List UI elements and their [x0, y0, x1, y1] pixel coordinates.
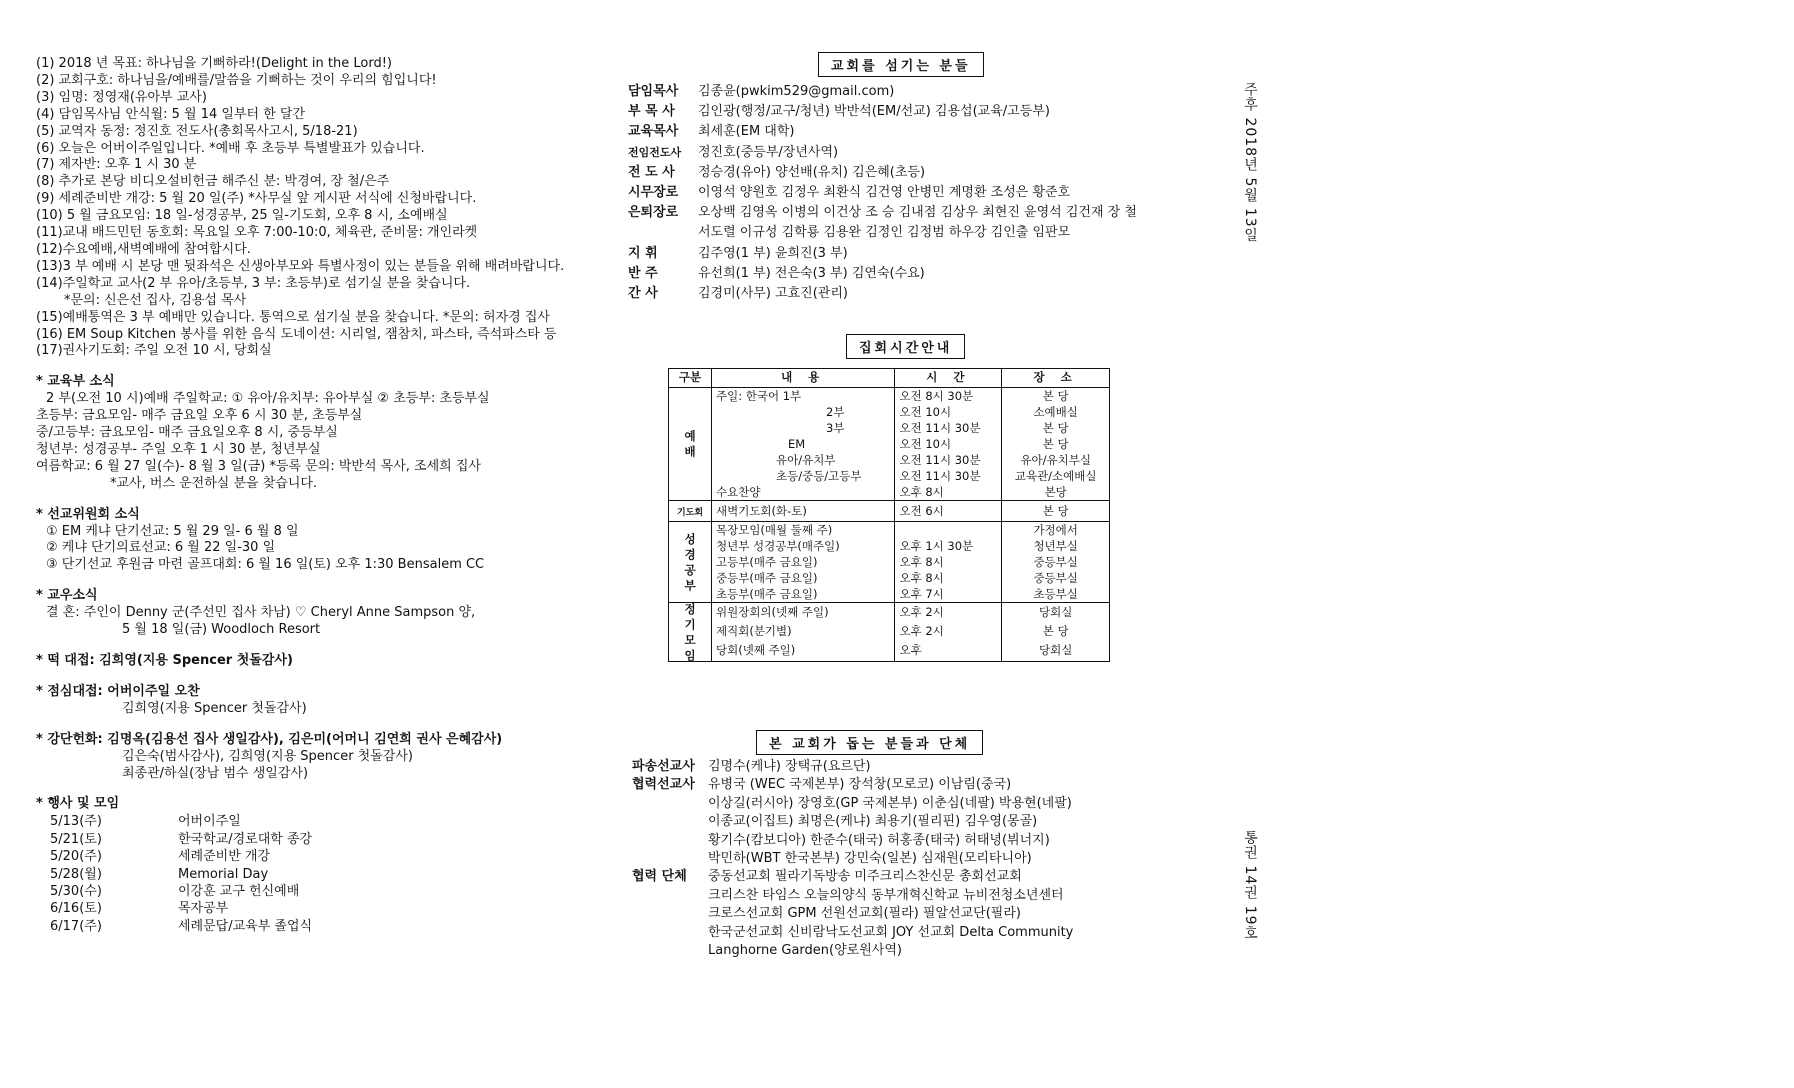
staff-list [628, 82, 1188, 304]
schedule-content: 수요찬양 [716, 485, 761, 499]
schedule-content: 청년부 성경공부(매주일) [716, 539, 840, 553]
announcement: (12)수요예배,새벽예배에 참여합시다. [36, 241, 251, 257]
missions-title: 본 교회가 돕는 분들과 단체 [756, 730, 983, 755]
missions-news-line: ② 케냐 단기의료선교: 6 월 22 일-30 일 [46, 540, 276, 556]
staff-role: 부 목 사 [628, 104, 675, 120]
missions-news-title: * 선교위원회 소식 [36, 506, 140, 522]
staff-names: 김주영(1 부) 윤희진(3 부) [698, 245, 848, 261]
schedule-content: 2부 [826, 405, 845, 419]
staff-role: 간 사 [628, 286, 658, 302]
bulletin-date: 주후 2018년 5월 13일 [1242, 82, 1258, 243]
announcement: (11)교내 배드민턴 동호회: 목요일 오후 7:00-10:0, 체육관, 준비물: 개인라켓 [36, 225, 478, 241]
table-row [669, 501, 1110, 522]
schedule-header: 내 용 [712, 369, 895, 388]
staff-names: 최세훈(EM 대학) [698, 124, 795, 140]
lunch-line: * 점심대접: 어버이주일 오찬 [36, 683, 200, 699]
announcement: (3) 임명: 정영재(유아부 교사) [36, 89, 207, 105]
table-row [669, 388, 1110, 501]
mission-names: 이상길(러시아) 장영호(GP 국제본부) 이춘심(네팔) 박용현(네팔) [708, 795, 1072, 811]
announcement: (15)예배통역은 3 부 예배만 있습니다. 통역으로 섬기실 분을 찾습니다. *문의: 허자경 집사 [36, 309, 550, 325]
events-title: * 행사 및 모임 [36, 796, 120, 812]
schedule-time: 오전 10시 [899, 437, 952, 451]
mission-role: 협력선교사 [632, 777, 695, 793]
members-line: 결 혼: 주인이 Denny 군(주선민 집사 차남) ♡ Cheryl Anne Sampson 양, [46, 605, 476, 621]
mission-role: 파송선교사 [632, 759, 695, 774]
event-date: 5/28(월) [50, 866, 102, 882]
table-row [669, 603, 1110, 662]
mission-role [632, 813, 708, 831]
mission-role [632, 832, 708, 850]
schedule-content: 제직회(분기별) [716, 624, 792, 638]
schedule-content: 3부 [826, 421, 845, 435]
mission-names: 김명수(케냐) 장택규(요르단) [708, 759, 871, 774]
staff-names: 김경미(사무) 고효진(관리) [698, 286, 848, 302]
staff-names: 김종윤(pwkim529@gmail.com) [698, 84, 895, 99]
members-line: 5 월 18 일(금) Woodloch Resort [122, 622, 321, 638]
schedule-title: 집회시간안내 [846, 334, 965, 359]
schedule-time: 오전 10시 [899, 405, 952, 419]
event-desc: Memorial Day [178, 866, 269, 882]
schedule-place: 중등부실 [1033, 555, 1078, 569]
announcement-contact: *문의: 신은선 집사, 김용섭 목사 [64, 292, 247, 308]
schedule-place: 교육관/소예배실 [1014, 469, 1097, 483]
education-line: 2 부(오전 10 시)예배 주일학교: ① 유아/유치부: 유아부실 ② 초등부: 초등부실 [46, 391, 490, 407]
announcement: (5) 교역자 동정: 정진호 전도사(총회목사고시, 5/18-21) [36, 123, 358, 139]
education-line: 중/고등부: 금요모임- 매주 금요일오후 8 시, 중등부실 [36, 425, 338, 441]
rice-cake-line: * 떡 대접: 김희영(지용 Spencer 첫돌감사) [36, 653, 293, 668]
schedule-place: 초등부실 [1033, 587, 1078, 601]
schedule-content: 유아/유치부 [776, 453, 836, 467]
bulletin-issue: 통권 14권 19호 [1242, 830, 1258, 941]
schedule-category: 기도회 [669, 501, 712, 522]
staff-role: 지 휘 [628, 245, 658, 261]
event-date: 5/30(수) [50, 883, 102, 899]
announcement: (13)3 부 예배 시 본당 맨 뒷좌석은 신생아부모와 특별사정이 있는 분들을 위해 배려바랍니다. [36, 258, 565, 274]
missionaries-list [632, 758, 1192, 960]
schedule-content: 목장모임(매월 둘째 주) [716, 523, 833, 537]
schedule-time: 오전 8시 30분 [899, 389, 974, 403]
staff-names: 김인광(행정/교구/청년) 박반석(EM/선교) 김용섭(교육/고등부) [698, 104, 1050, 120]
announcements-column [36, 56, 596, 935]
mission-names: 한국군선교회 신비람낙도선교회 JOY 선교회 Delta Community [708, 924, 1074, 940]
mission-names: 유병국 (WEC 국제본부) 장석창(모로코) 이남림(중국) [708, 777, 1012, 793]
mission-names: 크로스선교회 GPM 선원선교회(필라) 필알선교단(필라) [708, 906, 1021, 922]
staff-names: 서도렬 이규성 김학룡 김용완 김정인 김정범 하우강 김인출 임판모 [698, 225, 1071, 241]
missions-news-line: ③ 단기선교 후원금 마련 골프대회: 6 월 16 일(토) 오후 1:30 Bensalem CC [46, 557, 485, 573]
staff-names: 정승경(유아) 양선배(유치) 김은혜(초등) [698, 164, 926, 180]
mission-role [632, 887, 708, 905]
event-desc: 세례문답/교육부 졸업식 [178, 918, 313, 934]
announcement: (1) 2018 년 목표: 하나님을 기뻐하라!(Delight in the Lord!) [36, 56, 392, 71]
schedule-time: 오후 8시 [899, 485, 944, 499]
schedule-content: 당회(넷째 주일) [716, 643, 796, 657]
schedule-place: 본 당 [1042, 624, 1069, 638]
event-date: 5/21(토) [50, 831, 102, 847]
staff-role: 은퇴장로 [628, 205, 679, 221]
staff-role [628, 223, 698, 243]
schedule-header: 시 간 [895, 369, 1002, 388]
schedule-header: 구분 [669, 369, 712, 388]
schedule-time [899, 522, 997, 538]
announcement: (2) 교회구호: 하나님을/예배를/말씀을 기뻐하는 것이 우리의 힘입니다! [36, 72, 437, 88]
schedule-time: 오후 1시 30분 [899, 539, 974, 553]
education-line: 여름학교: 6 월 27 일(수)- 8 월 3 일(금) *등록 문의: 박반석 목사, 조세희 집사 [36, 458, 481, 474]
announcement: (17)권사기도회: 주일 오전 10 시, 당회실 [36, 343, 272, 359]
announcement: (10) 5 월 금요모임: 18 일-성경공부, 25 일-기도회, 오후 8 시, 소예배실 [36, 208, 448, 224]
mission-names: 박민하(WBT 한국본부) 강민숙(일본) 심재원(모리타니아) [708, 851, 1032, 867]
mission-role [632, 905, 708, 923]
mission-names: 중동선교회 필라기독방송 미주크리스찬신문 총회선교회 [708, 869, 1022, 885]
announcement: (7) 제자반: 오후 1 시 30 분 [36, 157, 197, 173]
staff-role: 시무장로 [628, 185, 679, 201]
schedule-category: 예 배 [669, 388, 712, 501]
schedule-category: 성 경 공 부 [669, 522, 712, 603]
announcement: (14)주일학교 교사(2 부 유아/초등부, 3 부: 초등부)로 섬기실 분을 찾습니다. [36, 275, 471, 291]
schedule-place: 본당 [1044, 485, 1067, 499]
schedule-time: 오후 7시 [899, 587, 944, 601]
schedule-time: 오전 11시 30분 [899, 453, 981, 467]
event-desc: 이강훈 교구 헌신예배 [178, 883, 300, 899]
flowers-line: 김은숙(범사감사), 김희영(지용 Spencer 첫돌감사) [122, 748, 413, 764]
staff-names: 유선희(1 부) 전은숙(3 부) 김연숙(수요) [698, 265, 925, 281]
staff-role: 담임목사 [628, 84, 679, 99]
staff-role: 교육목사 [628, 124, 679, 140]
schedule-place: 본 당 [1042, 437, 1069, 451]
schedule-place: 당회실 [1039, 605, 1073, 619]
flowers-line: 최종관/하실(장남 범수 생일감사) [122, 765, 309, 781]
event-date: 6/16(토) [50, 901, 102, 917]
mission-names: 황기수(캄보디아) 한준수(태국) 허홍종(태국) 허태녕(뷔너지) [708, 832, 1050, 848]
schedule-time: 오전 11시 30분 [899, 469, 981, 483]
announcement: (16) EM Soup Kitchen 봉사를 위한 음식 도네이션: 시리얼, 잼참치, 파스타, 즉석파스타 등 [36, 326, 557, 342]
table-row [669, 522, 1110, 603]
mission-role [632, 924, 708, 942]
event-date: 6/17(주) [50, 918, 102, 934]
schedule-content: 고등부(매주 금요일) [716, 555, 818, 569]
staff-role: 반 주 [628, 265, 658, 281]
education-line: 초등부: 금요모임- 매주 금요일 오후 6 시 30 분, 초등부실 [36, 408, 363, 424]
schedule-content: EM [788, 437, 806, 451]
event-desc: 한국학교/경로대학 종강 [178, 831, 313, 847]
schedule-place: 본 당 [1042, 389, 1069, 403]
missions-news-line: ① EM 케냐 단기선교: 5 월 29 일- 6 월 8 일 [46, 523, 299, 539]
education-line: 청년부: 성경공부- 주일 오후 1 시 30 분, 청년부실 [36, 441, 321, 457]
schedule-time: 오후 2시 [899, 624, 944, 638]
education-note: *교사, 버스 운전하실 분을 찾습니다. [110, 475, 318, 491]
schedule-content: 위원장회의(넷째 주일) [716, 605, 829, 619]
mission-names: 이종교(이집트) 최명은(케냐) 최용기(필리핀) 김우영(몽골) [708, 814, 1038, 830]
event-desc: 세례준비반 개강 [178, 849, 271, 865]
schedule-time: 오전 6시 [899, 504, 944, 518]
schedule-content: 새벽기도회(화-토) [716, 504, 807, 518]
event-date: 5/13(주) [50, 814, 102, 830]
staff-role: 전 도 사 [628, 164, 675, 180]
schedule-content: 중등부(매주 금요일) [716, 571, 818, 585]
schedule-place: 청년부실 [1033, 539, 1078, 553]
schedule-table [668, 368, 1110, 662]
schedule-place: 소예배실 [1033, 405, 1078, 419]
flowers-line: * 강단헌화: 김명옥(김용선 집사 생일감사), 김은미(어머니 김연희 권사 은혜감사) [36, 731, 503, 747]
event-desc: 어버이주일 [178, 814, 241, 830]
mission-role: 협력 단체 [632, 869, 687, 885]
staff-names: 오상백 김영옥 이병의 이건상 조 승 김내점 김상우 최현진 윤영석 김건재 장 철 [698, 205, 1137, 221]
education-title: * 교육부 소식 [36, 374, 115, 390]
schedule-time: 오후 8시 [899, 555, 944, 569]
staff-title: 교회를 섬기는 분들 [818, 52, 984, 77]
schedule-time: 오후 8시 [899, 571, 944, 585]
schedule-time: 오후 [899, 643, 922, 657]
schedule-place: 유아/유치부실 [1020, 453, 1091, 467]
event-desc: 목자공부 [178, 901, 229, 917]
announcement: (4) 담임목사님 안식월: 5 월 14 일부터 한 달간 [36, 106, 306, 122]
mission-role [632, 942, 708, 960]
members-title: * 교우소식 [36, 588, 98, 604]
schedule-place: 본 당 [1042, 421, 1069, 435]
schedule-header: 장 소 [1002, 369, 1110, 388]
schedule-content: 주일: 한국어 1부 [716, 389, 802, 403]
events-list [36, 813, 596, 935]
lunch-line: 김희영(지용 Spencer 첫돌감사) [122, 700, 307, 716]
announcement: (9) 세례준비반 개강: 5 월 20 일(주) *사무실 앞 게시판 서식에 신청바랍니다. [36, 191, 477, 207]
staff-names: 정진호(중등부/장년사역) [698, 144, 839, 160]
announcement: (8) 추가로 본당 비디오설비헌금 해주신 분: 박경여, 장 철/은주 [36, 174, 390, 190]
event-date: 5/20(주) [50, 849, 102, 865]
schedule-place: 당회실 [1039, 643, 1073, 657]
announcement: (6) 오늘은 어버이주일입니다. *예배 후 초등부 특별발표가 있습니다. [36, 140, 425, 156]
schedule-content: 초등부(매주 금요일) [716, 587, 818, 601]
schedule-time: 오전 11시 30분 [899, 421, 981, 435]
mission-names: 크리스찬 타임스 오늘의양식 동부개혁신학교 뉴비전청소년센터 [708, 887, 1064, 903]
schedule-place: 가정에서 [1033, 523, 1078, 537]
mission-role [632, 850, 708, 868]
mission-names: Langhorne Garden(양로원사역) [708, 943, 902, 959]
mission-role [632, 795, 708, 813]
schedule-content: 초등/중등/고등부 [776, 469, 862, 483]
schedule-time: 오후 2시 [899, 605, 944, 619]
staff-role: 전임전도사 [628, 145, 682, 159]
schedule-place: 중등부실 [1033, 571, 1078, 585]
schedule-place: 본 당 [1042, 504, 1069, 518]
schedule-category: 정 기 모 임 [669, 603, 712, 662]
staff-names: 이영석 양원호 김정우 최환식 김건영 안병민 계명환 조성은 황준호 [698, 185, 1071, 201]
